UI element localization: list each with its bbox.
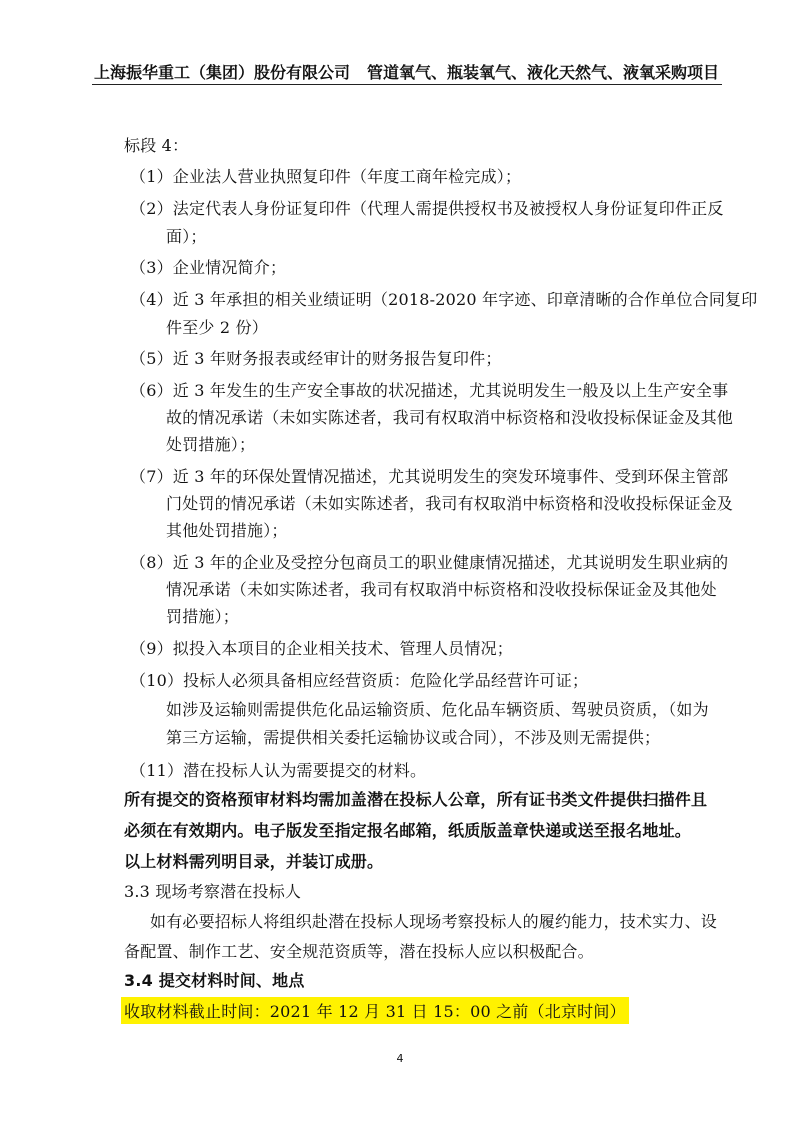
paragraph-line: 如有必要招标人将组织赴潜在投标人现场考察投标人的履约能力，技术实力、设 [150, 912, 718, 931]
notice-text: 所有提交的资格预审材料均需加盖潜在投标人公章，所有证书类文件提供扫描件且 [124, 790, 708, 809]
list-item-continuation: 情况承诺（未如实陈述者，我司有权取消中标资格和没收投标保证金及其他处 [166, 580, 717, 599]
list-item: （6）近 3 年发生的生产安全事故的状况描述，尤其说明发生一般及以上生产安全事 [130, 381, 729, 400]
list-item-continuation: 罚措施）； [166, 607, 240, 626]
notice-text: 必须在有效期内。电子版发至指定报名邮箱，纸质版盖章快递或送至报名地址。 [124, 821, 692, 840]
list-item-continuation: 门处罚的情况承诺（未如实陈述者，我司有权取消中标资格和没收投标保证金及 [166, 494, 734, 513]
list-item-continuation: 其他处罚措施）； [166, 521, 288, 540]
header-rule [92, 84, 722, 85]
list-item: （9）拟投入本项目的企业相关技术、管理人员情况； [130, 639, 513, 658]
list-item-continuation: 故的情况承诺（未如实陈述者，我司有权取消中标资格和没收投标保证金及其他 [166, 408, 734, 427]
list-item: （5）近 3 年财务报表或经审计的财务报告复印件； [130, 349, 502, 368]
header-project: 管道氧气、瓶装氧气、液化天然气、液氧采购项目 [366, 63, 719, 82]
subsection-title: 3.4 提交材料时间、地点 [124, 971, 305, 990]
list-item: （1）企业法人营业执照复印件（年度工商年检完成）； [130, 167, 522, 186]
list-item-continuation: 如涉及运输则需提供危化品运输资质、危化品车辆资质、驾驶员资质，（如为 [166, 700, 709, 719]
list-item-continuation: 处罚措施）； [166, 435, 256, 454]
list-item: （7）近 3 年的环保处置情况描述，尤其说明发生的突发环境事件、受到环保主管部 [130, 467, 729, 486]
list-item-continuation: 面）； [166, 227, 207, 246]
list-item: （2）法定代表人身份证复印件（代理人需提供授权书及被授权人身份证复印件正反 [130, 199, 724, 218]
page-number: 4 [396, 1052, 404, 1065]
list-item: （8）近 3 年的企业及受控分包商员工的职业健康情况描述，尤其说明发生职业病的 [130, 553, 729, 572]
list-item: （4）近 3 年承担的相关业绩证明（2018-2020 年字迹、印章清晰的合作单位合同复印 [130, 290, 758, 309]
list-item: （10）投标人必须具备相应经营资质：危险化学品经营许可证； [130, 671, 589, 690]
notice-text: 以上材料需列明目录，并装订成册。 [124, 852, 384, 871]
header-company: 上海振华重工（集团）股份有限公司 [94, 63, 351, 82]
list-item-continuation: 第三方运输，需提供相关委托运输协议或合同），不涉及则无需提供； [166, 728, 661, 747]
deadline-highlight: 收取材料截止时间：2021 年 12 月 31 日 15：00 之前（北京时间） [121, 997, 629, 1024]
list-item: （3）企业情况简介； [130, 258, 287, 277]
list-item: （11）潜在投标人认为需要提交的材料。 [130, 761, 427, 780]
list-item-continuation: 件至少 2 份） [166, 318, 268, 337]
subsection-title: 3.3 现场考察潜在投标人 [124, 882, 302, 901]
section-title: 标段 4： [124, 136, 189, 155]
paragraph-line: 备配置、制作工艺、安全规范资质等，潜在投标人应以积极配合。 [124, 942, 594, 961]
